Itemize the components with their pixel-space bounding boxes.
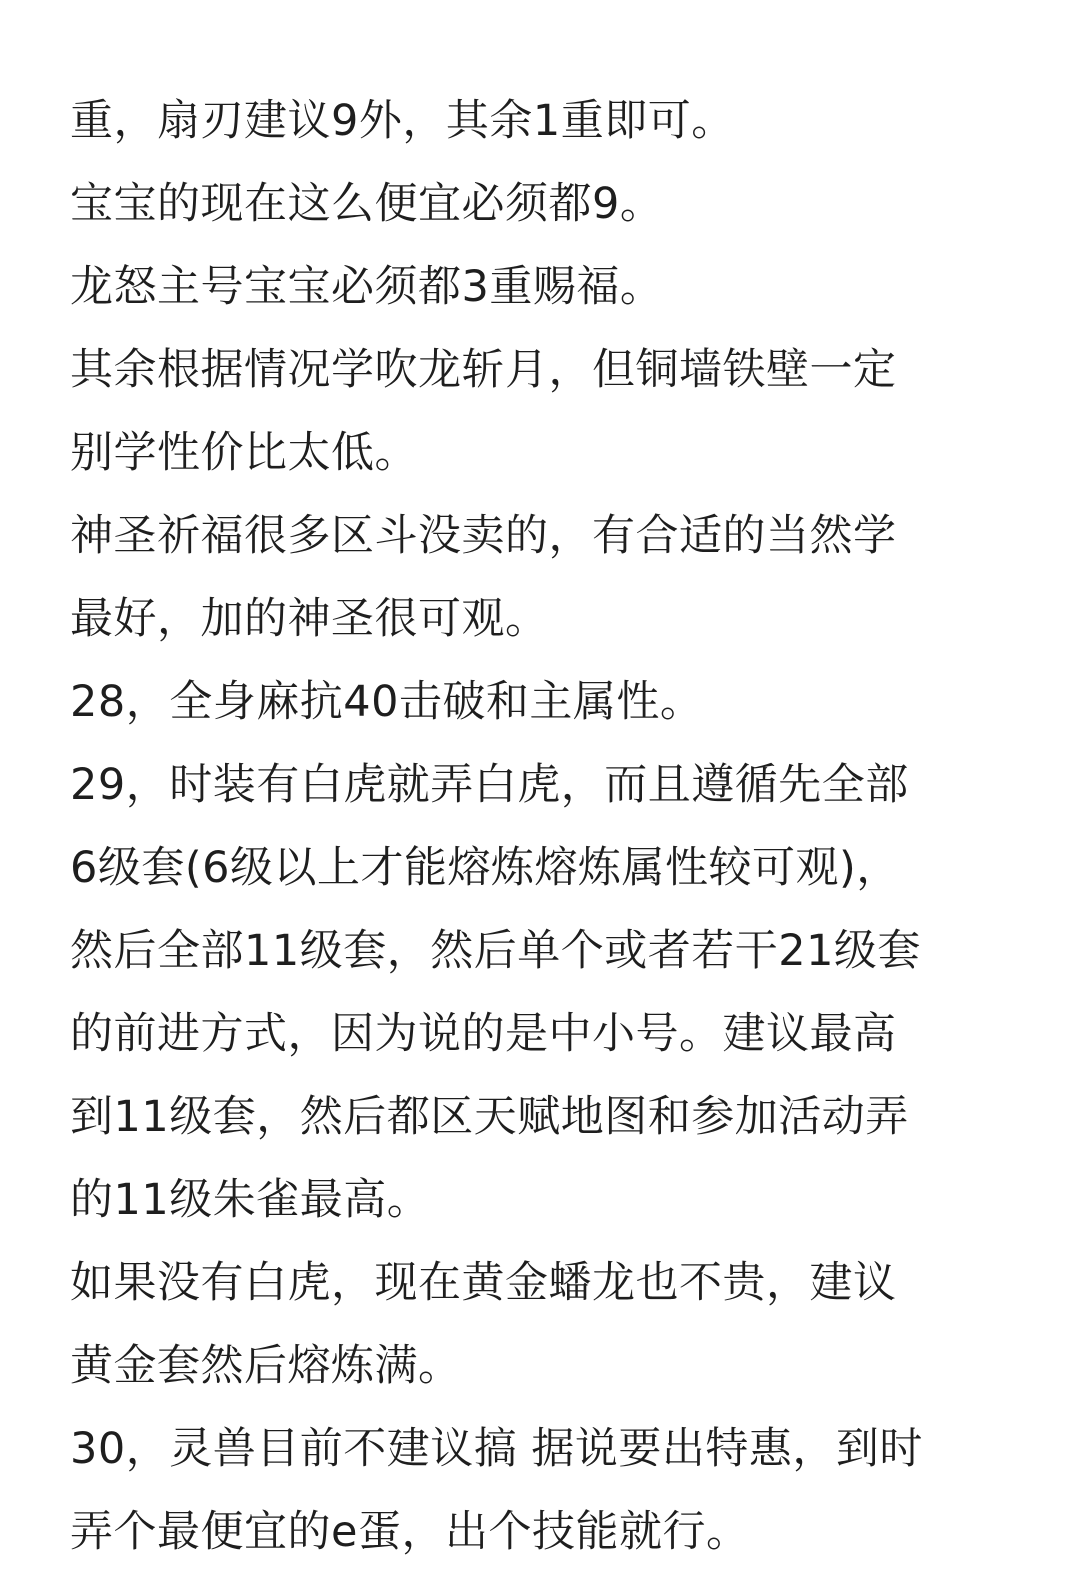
text-line: 然后全部11级套，然后单个或者若干21级套 [70, 926, 921, 976]
text-line: 30，灵兽目前不建议搞 据说要出特惠，到时 [70, 1424, 923, 1474]
text-line: 别学性价比太低。 [70, 428, 418, 478]
text-line: 29，时装有白虎就弄白虎，而且遵循先全部 [70, 760, 909, 810]
document-body [70, 80, 1030, 1574]
text-line: 弄个最便宜的e蛋，出个技能就行。 [70, 1507, 750, 1557]
text-line: 黄金套然后熔炼满。 [70, 1341, 462, 1391]
text-line: 的11级朱雀最高。 [70, 1175, 431, 1225]
text-line: 最好，加的神圣很可观。 [70, 594, 549, 644]
text-line: 其余根据情况学吹龙斩月，但铜墙铁壁一定 [70, 345, 897, 395]
text-line: 重，扇刃建议9外，其余1重即可。 [70, 96, 735, 146]
text-line: 宝宝的现在这么便宜必须都9。 [70, 179, 664, 229]
text-line: 如果没有白虎，现在黄金蟠龙也不贵，建议 [70, 1258, 897, 1308]
text-line: 神圣祈福很多区斗没卖的，有合适的当然学 [70, 511, 897, 561]
text-line: 6级套(6级以上才能熔炼熔炼属性较可观)， [70, 843, 900, 893]
text-line: 龙怒主号宝宝必须都3重赐福。 [70, 262, 664, 312]
text-line: 28，全身麻抗40击破和主属性。 [70, 677, 704, 727]
text-line: 到11级套，然后都区天赋地图和参加活动弄 [70, 1092, 909, 1142]
text-line: 的前进方式，因为说的是中小号。建议最高 [70, 1009, 897, 1059]
